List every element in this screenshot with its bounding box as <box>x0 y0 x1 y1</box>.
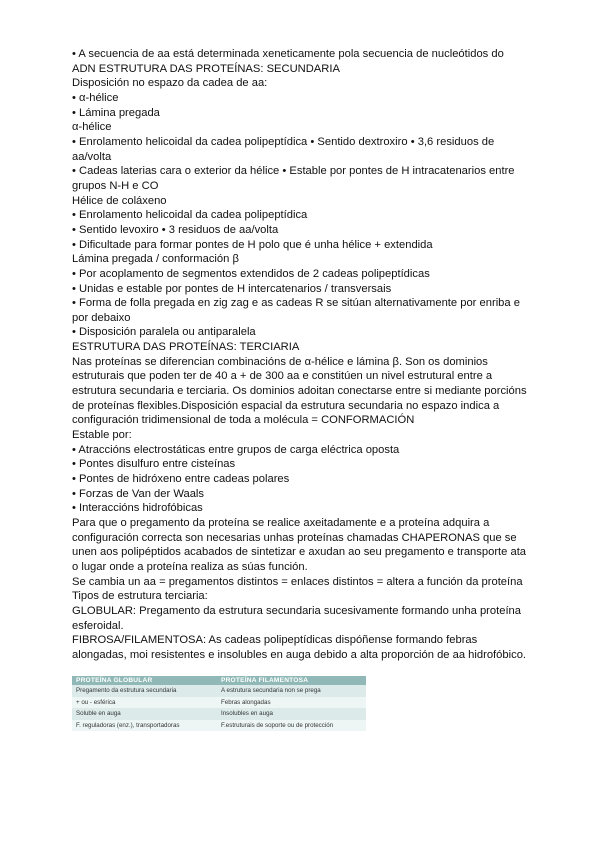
text-line: estrutura secundaria e terciaria. Os dominios adoitan conectarse entre si mediante porcións <box>72 385 527 398</box>
table-cell: F.estruturais de soporte ou de protección <box>217 720 366 732</box>
text-line: Disposición no espazo da cadea de aa: <box>72 77 268 90</box>
text-line: aa/volta <box>72 150 112 163</box>
text-line: • Sentido levoxiro • 3 residuos de aa/volta <box>72 223 279 236</box>
table-cell: Pregamento da estrutura secundaria <box>72 685 217 697</box>
text-line: esferoidal. <box>72 619 124 632</box>
text-line: ADN ESTRUTURA DAS PROTEÍNAS: SECUNDARIA <box>72 62 340 75</box>
text-line: • Enrolamento helicoidal da cadea polipeptídica <box>72 209 308 222</box>
text-line: Lámina pregada / conformación β <box>72 253 239 266</box>
table-header-globular: PROTEÍNA GLOBULAR <box>72 676 217 685</box>
text-line: • Forzas de Van der Waals <box>72 487 205 500</box>
text-line: • Cadeas laterias cara o exterior da hélice • Estable por pontes de H intracatenarios entre <box>72 165 515 178</box>
table-header-filamentous: PROTEÍNA FILAMENTOSA <box>217 676 366 685</box>
table-row <box>72 697 366 709</box>
text-line: • Pontes disulfuro entre cisteínas <box>72 458 236 471</box>
text-line: Tipos de estrutura terciaria: <box>72 590 208 603</box>
text-line: • Unidas e estable por pontes de H intercatenarios / transversais <box>72 282 392 295</box>
protein-comparison-table <box>72 676 366 731</box>
text-line: grupos N-H e CO <box>72 179 159 192</box>
table-cell: Insolubles en auga <box>217 708 366 720</box>
text-line: • Interaccións hidrofóbicas <box>72 502 203 515</box>
text-line: configuración tridimensional de toda a molécula = CONFORMACIÓN <box>72 414 415 427</box>
text-line: • α-hélice <box>72 91 119 104</box>
table-row <box>72 685 366 697</box>
text-line: • A secuencia de aa está determinada xeneticamente pola secuencia de nucleótidos do <box>72 48 504 60</box>
text-line: o lugar onde a proteína realiza as súas función. <box>72 560 308 573</box>
text-line: • Atraccións electrostáticas entre grupos de carga eléctrica oposta <box>72 443 400 456</box>
text-line: Se cambia un aa = pregamentos distintos = enlaces distintos = altera a función da proteína <box>72 575 523 588</box>
comparison-table-wrapper <box>72 676 366 731</box>
text-line: alongadas, moi resistentes e insolubles en auga debido a alta proporción de aa hidrofóbico. <box>72 648 527 661</box>
text-line: Para que o pregamento da proteína se realice axeitadamente e a proteína adquira a <box>72 517 490 529</box>
table-header-row <box>72 676 366 685</box>
text-line: α-hélice <box>72 121 112 134</box>
table-row <box>72 708 366 720</box>
document-body <box>72 47 532 663</box>
text-line: • Forma de folla pregada en zig zag e as cadeas R se sitúan alternativamente por enriba e <box>72 297 520 310</box>
text-line: Nas proteínas se diferencian combinacións de α-hélice e lámina β. Son os dominios <box>72 355 488 368</box>
text-line: • Enrolamento helicoidal da cadea polipeptídica • Sentido dextroxiro • 3,6 residuos de <box>72 135 495 148</box>
table-cell: Febras alongadas <box>217 697 366 709</box>
table-cell: Soluble en auga <box>72 708 217 720</box>
text-line: • Dificultade para formar pontes de H polo que é unha hélice + extendida <box>72 238 433 251</box>
text-line: unen aos polipéptidos acabados de sintetizar e axudan ao seu pregamento e transporte ata <box>72 546 527 559</box>
table-cell: F. reguladoras (enz.), transportadoras <box>72 720 217 732</box>
text-line: GLOBULAR: Pregamento da estrutura secundaria sucesivamente formando unha proteína <box>72 604 521 617</box>
table-row <box>72 720 366 732</box>
text-line: ESTRUTURA DAS PROTEÍNAS: TERCIARIA <box>72 341 300 354</box>
text-line: • Pontes de hidróxeno entre cadeas polares <box>72 473 290 486</box>
text-line: estruturais que poden ter de 40 a + de 300 aa e constitúen un nivel estrutural entre a <box>72 370 493 383</box>
text-line: FIBROSA/FILAMENTOSA: As cadeas polipeptídicas dispóñense formando febras <box>72 634 478 647</box>
text-line: • Disposición paralela ou antiparalela <box>72 326 256 339</box>
text-line: • Por acoplamento de segmentos extendidos de 2 cadeas polipeptídicas <box>72 267 430 280</box>
text-line: • Lámina pregada <box>72 106 160 119</box>
text-line: configuración correcta son necesarias unhas proteínas chamadas CHAPERONAS que se <box>72 531 517 544</box>
text-line: de proteínas flexibles.Disposición espacial da estrutura secundaria no espazo indica a <box>72 399 500 412</box>
table-cell: + ou - esférica <box>72 697 217 709</box>
table-cell: A estrutura secundaria non se prega <box>217 685 366 697</box>
text-line: Hélice de coláxeno <box>72 194 167 207</box>
text-line: por debaixo <box>72 311 131 324</box>
text-line: Estable por: <box>72 429 132 442</box>
